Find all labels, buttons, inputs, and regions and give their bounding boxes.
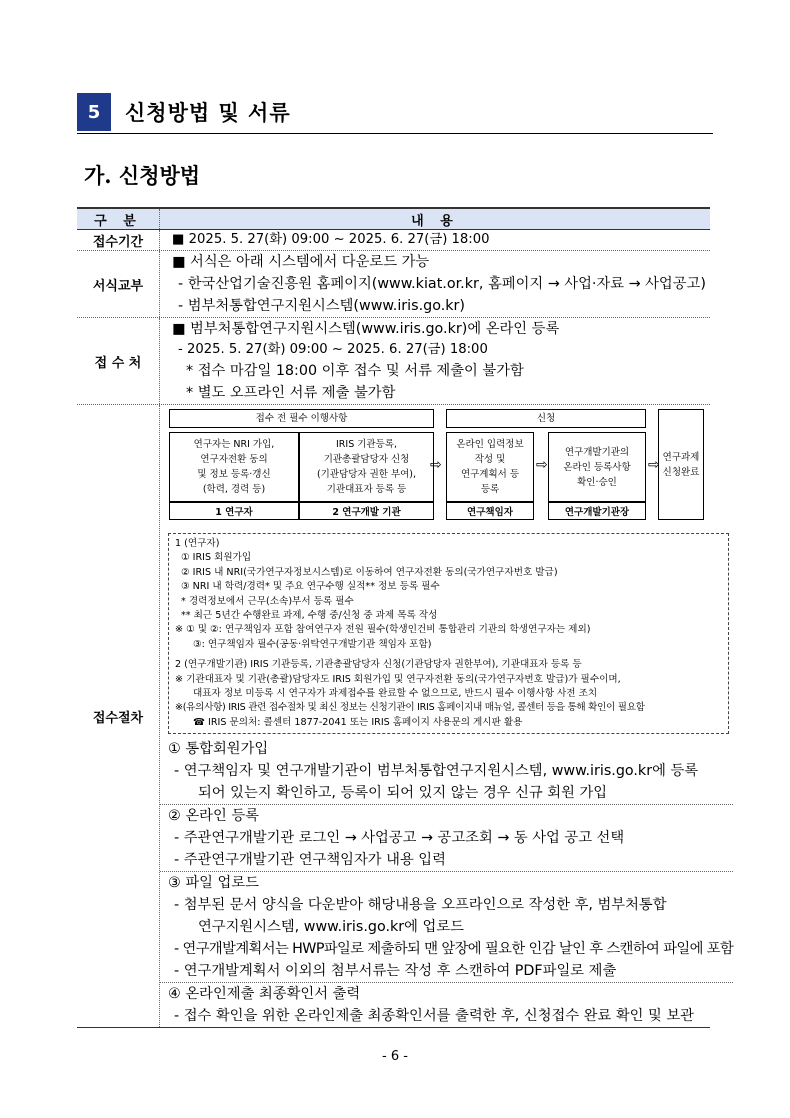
reception-line: ■ 범부처통합연구지원시스템(www.iris.go.kr)에 온라인 등록 [172,321,560,337]
row-reception [77,318,710,405]
forms-label: 서식교부 [77,251,160,317]
flow-box-institution-head: 연구개발기관의 온라인 등록사항 확인·승인 [548,432,646,502]
row-forms [77,251,710,318]
note-line: 대표자 정보 미등록 시 연구자가 과제접수를 완료할 수 없으므로, 반드시 필수 이행사항 사전 조치 [193,688,598,700]
note-line: ③: 연구책임자 필수(공동·위탁연구개발기관 책임자 포함) [193,638,432,650]
forms-line: - 범부처통합연구지원시스템(www.iris.go.kr) [178,298,465,314]
flow-box-researcher: 연구자는 NRI 가입, 연구자전환 동의 및 정보 등록·갱신 (학력, 경력 등) [169,432,299,502]
note-line: ** 최근 5년간 수행완료 과제, 수행 중/신청 중 과제 목록 작성 [181,610,438,622]
flow-box-complete: 연구과제 신청완료 [658,409,704,520]
forms-line: ■ 서식은 아래 시스템에서 다운로드 가능 [172,254,430,270]
note-line: ③ NRI 내 학력/경력* 및 주요 연구수행 실적** 정보 등록 필수 [181,581,440,593]
flow-group-title: 접수 전 필수 이행사항 [169,409,434,428]
flow-box-institution: IRIS 기관등록, 기관총괄담당자 신청 (기관담당자 권한 부여), 기관대표자 등록 등 [299,432,434,502]
flow-caption-institution: 2 연구개발 기관 [299,502,434,520]
table-header-row [77,207,710,230]
procedure-notes [168,533,729,734]
reception-line: * 별도 오프라인 서류 제출 불가함 [186,385,396,401]
forms-line: - 한국산업기술진흥원 홈페이지(www.kiat.or.kr, 홈페이지 → 사업·자료 → 사업공고) [178,276,706,292]
section-header [77,93,713,134]
step-title: ① 통합회원가입 [168,741,269,758]
page-number: - 6 - [382,1049,408,1064]
step-line: - 첨부된 문서 양식을 다운받아 해당내용을 오프라인으로 작성한 후, 범부처통합 [174,897,667,914]
row-period [77,230,710,251]
flow-arrow: ⇨ [536,457,548,473]
step-title: ③ 파일 업로드 [168,875,259,892]
step-4 [160,983,733,1027]
flow-arrow: ⇨ [648,457,660,473]
section-number: 5 [77,93,111,131]
period-text: ■ 2025. 5. 27(화) 09:00 ~ 2025. 6. 27(금) 18:00 [172,232,490,247]
step-line: - 연구책임자 및 연구개발기관이 범부처통합연구지원시스템, www.iris.go.kr에 등록 [174,763,699,780]
row-procedure [77,405,734,1028]
header-category: 구 분 [77,209,160,229]
step-line: 되어 있는지 확인하고, 등록이 되어 있지 않는 경우 신규 회원 가입 [198,785,608,802]
step-line: - 연구개발계획서 이외의 첨부서류는 작성 후 스캔하여 PDF파일로 제출 [174,963,617,980]
note-line: ② IRIS 내 NRI(국가연구자정보시스템)로 이동하여 연구자전환 동의(국가연구자번호 발급) [181,566,558,578]
step-line: - 주관연구개발기관 로그인 → 사업공고 → 공고조회 → 동 사업 공고 선택 [174,830,625,847]
application-table [77,207,734,1028]
note-line: * 경력정보에서 근무(소속)부서 등록 필수 [181,595,354,607]
note-line: 1 (연구자) [175,538,220,549]
step-line: - 연구개발계획서는 HWP파일로 제출하되 맨 앞장에 필요한 인감 날인 후 스캔하여 파일에 포함 [174,941,734,958]
step-title: ④ 온라인제출 최종확인서 출력 [168,986,361,1003]
step-line: - 주관연구개발기관 연구책임자가 내용 입력 [174,852,446,869]
period-label: 접수기간 [77,230,160,250]
section-title: 신청방법 및 서류 [125,101,291,125]
reception-label: 접 수 처 [77,318,160,404]
note-line: ☎ IRIS 문의처: 콜센터 1877-2041 또는 IRIS 홈페이지 사용문의 게시판 활용 [193,716,523,728]
step-line: 연구지원시스템, www.iris.go.kr에 업로드 [198,919,464,936]
reception-line: - 2025. 5. 27(화) 09:00 ~ 2025. 6. 27(금) 18:00 [178,342,488,357]
flow-group-title: 신청 [446,409,646,428]
procedure-flow-diagram [168,409,733,527]
note-line: ※ 기관대표자 및 기관(총괄)담당자도 IRIS 회원가입 및 연구자전환 동의(국가연구자번호 발급)가 필수이며, [175,673,621,685]
step-1 [160,738,733,805]
note-line: ① IRIS 회원가입 [181,552,252,564]
step-3 [160,872,733,983]
reception-line: * 접수 마감일 18:00 이후 접수 및 서류 제출이 불가함 [186,363,524,379]
flow-arrow: ⇨ [430,457,442,473]
flow-caption-researcher: 1 연구자 [169,502,299,520]
step-2 [160,805,733,872]
flow-caption-institution-head: 연구개발기관장 [548,502,646,520]
note-line: ※(유의사항) IRIS 관련 접수절차 및 최신 정보는 신청기관이 IRIS 홈페이지내 매뉴얼, 콜센터 등을 통해 확인이 필요함 [175,702,645,714]
step-line: - 접수 확인을 위한 온라인제출 최종확인서를 출력한 후, 신청접수 완료 확인 및 보관 [174,1008,694,1025]
step-title: ② 온라인 등록 [168,808,259,825]
flow-caption-principal-investigator: 연구책임자 [446,502,534,520]
header-content: 내 용 [411,213,459,229]
note-line: ※ ① 및 ②: 연구책임자 포함 참여연구자 전원 필수(학생인건비 통합관리 기관의 학생연구자는 제외) [175,624,591,636]
procedure-label: 접수절차 [77,405,160,1027]
flow-box-principal-investigator: 온라인 입력정보 작성 및 연구계획서 등 등록 [446,432,534,502]
note-line: 2 (연구개발기관) IRIS 기관등록, 기관총괄담당자 신청(기관담당자 권한부여), 기관대표자 등록 등 [175,659,582,671]
subsection-title: 가. 신청방법 [84,163,201,188]
